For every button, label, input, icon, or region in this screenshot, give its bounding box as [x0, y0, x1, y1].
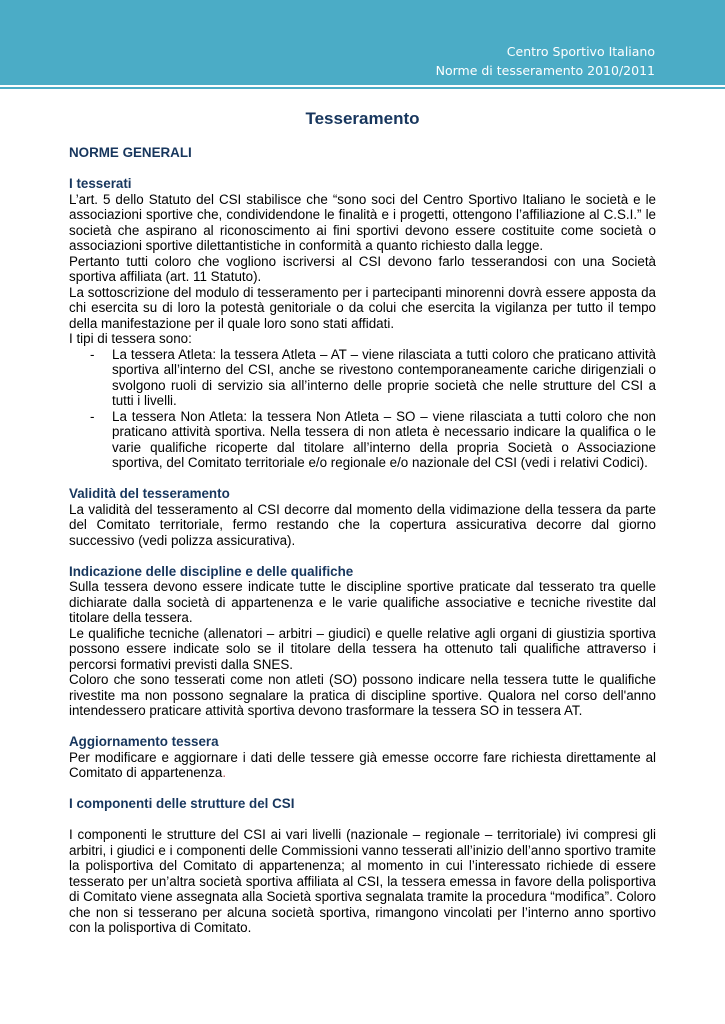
paragraph: Le qualifiche tecniche (allenatori – arbitri – giudici) e quelle relative agli organi di giustizia sportiva possono essere indicate solo se il titolare della tessera ha ottenuto tali qualifiche attraverso i percorsi formativi previsti dalla SNES. — [69, 625, 656, 672]
document-body — [69, 145, 656, 936]
header-subtitle: Norme di tesseramento 2010/2011 — [435, 63, 655, 78]
heading-indicazione: Indicazione delle discipline e delle qualifiche — [69, 563, 354, 579]
paragraph: Coloro che sono tesserati come non atleti (SO) possono indicare nella tessera tutte le qualifiche rivestite ma non possono segnalare la pratica di discipline sportive. Qualora nel corso dell'anno intendessero praticare attività sportiva devono trasformare la tessera SO in tessera AT. — [69, 672, 656, 718]
list-item: - La tessera Atleta: la tessera Atleta – AT – viene rilasciata a tutti coloro che praticano attività sportiva all’interno del CSI, anche se rivestono contemporaneamente cariche dirigenziali o svolgono ruoli di servizio sia all’interno delle proprie società che nelle strutture del CSI a tutti i livelli. — [90, 346, 656, 408]
paragraph: Per modificare e aggiornare i dati delle tessere già emesse occorre fare richiesta direttamente al Comitato di appartenenza. — [69, 749, 656, 780]
heading-componenti: I componenti delle strutture del CSI — [69, 796, 295, 811]
paragraph: La sottoscrizione del modulo di tesseramento per i partecipanti minorenni dovrà essere apposta da chi esercita su di loro la potestà genitoriale o da colui che esercita la vigilanza per tutto il tempo della manifestazione per il quale loro sono stati affidati. — [69, 284, 656, 331]
paragraph: I componenti le strutture del CSI ai vari livelli (nazionale – regionale – territoriale) ivi compresi gli arbitri, i giudici e i componenti delle Commissioni vanno tesserati all’inizio dell’anno sportivo tramite la polisportiva del Comitato di appartenenza; al momento in cui l’interessato richiede di essere tesserato per un’altra società sportiva affiliata al CSI, la tessera emessa in favore della polisportiva di Comitato viene assegnata alla Società sportiva segnalata tramite la procedura “modifica”. Coloro che non si tesserano per alcuna società sportiva, rimangono vincolati per l’interno anno sportivo con la polisportiva di Comitato. — [69, 827, 656, 935]
tessera-types-list — [69, 347, 656, 471]
header-divider — [0, 87, 725, 89]
heading-tesserati: I tesserati — [69, 176, 132, 191]
heading-validita: Validità del tesseramento — [69, 486, 230, 501]
page-title: Tesseramento — [305, 109, 420, 128]
paragraph: Pertanto tutti coloro che vogliono iscriversi al CSI devono farlo tesserandosi con una Società sportiva affiliata (art. 11 Statuto). — [69, 253, 656, 284]
header-org: Centro Sportivo Italiano — [506, 44, 655, 59]
section-norme-generali: NORME GENERALI — [69, 145, 192, 160]
heading-aggiornamento: Aggiornamento tessera — [69, 734, 219, 749]
header-text — [436, 42, 655, 80]
paragraph: L’art. 5 dello Statuto del CSI stabilisce che “sono soci del Centro Sportivo Italiano le società e le associazioni sportive che, condividendone le finalità e i progetti, ottengono l’affiliazione al C.S.I.” le società che aspirano al riconoscimento ai fini sportivi devono essere costituite come società o associazioni sportive dilettantistiche in conformità a quanto richiesto dalla legge. — [69, 191, 656, 253]
paragraph: I tipi di tessera sono: — [69, 331, 192, 346]
paragraph: Sulla tessera devono essere indicate tutte le discipline sportive praticate dal tesserato tra quelle dichiarate dalla società di appartenenza e le varie qualifiche associative e tecniche rivestite dal titolare della tessera. — [69, 579, 656, 625]
paragraph: La validità del tesseramento al CSI decorre dal momento della vidimazione della tessera da parte del Comitato territoriale, fermo restando che la copertura assicurativa decorre dal giorno successivo (vedi polizza assicurativa). — [69, 501, 656, 548]
list-item: - La tessera Non Atleta: la tessera Non Atleta – SO – viene rilasciata a tutti coloro che non praticano attività sportiva. Nella tessera di non atleta è necessario indicare la qualifica o le varie qualifiche ricoperte dal titolare all’interno della propria Società o Associazione sportiva, del Comitato territoriale e/o regionale e/o nazionale del CSI (vedi i relativi Codici). — [90, 408, 656, 470]
